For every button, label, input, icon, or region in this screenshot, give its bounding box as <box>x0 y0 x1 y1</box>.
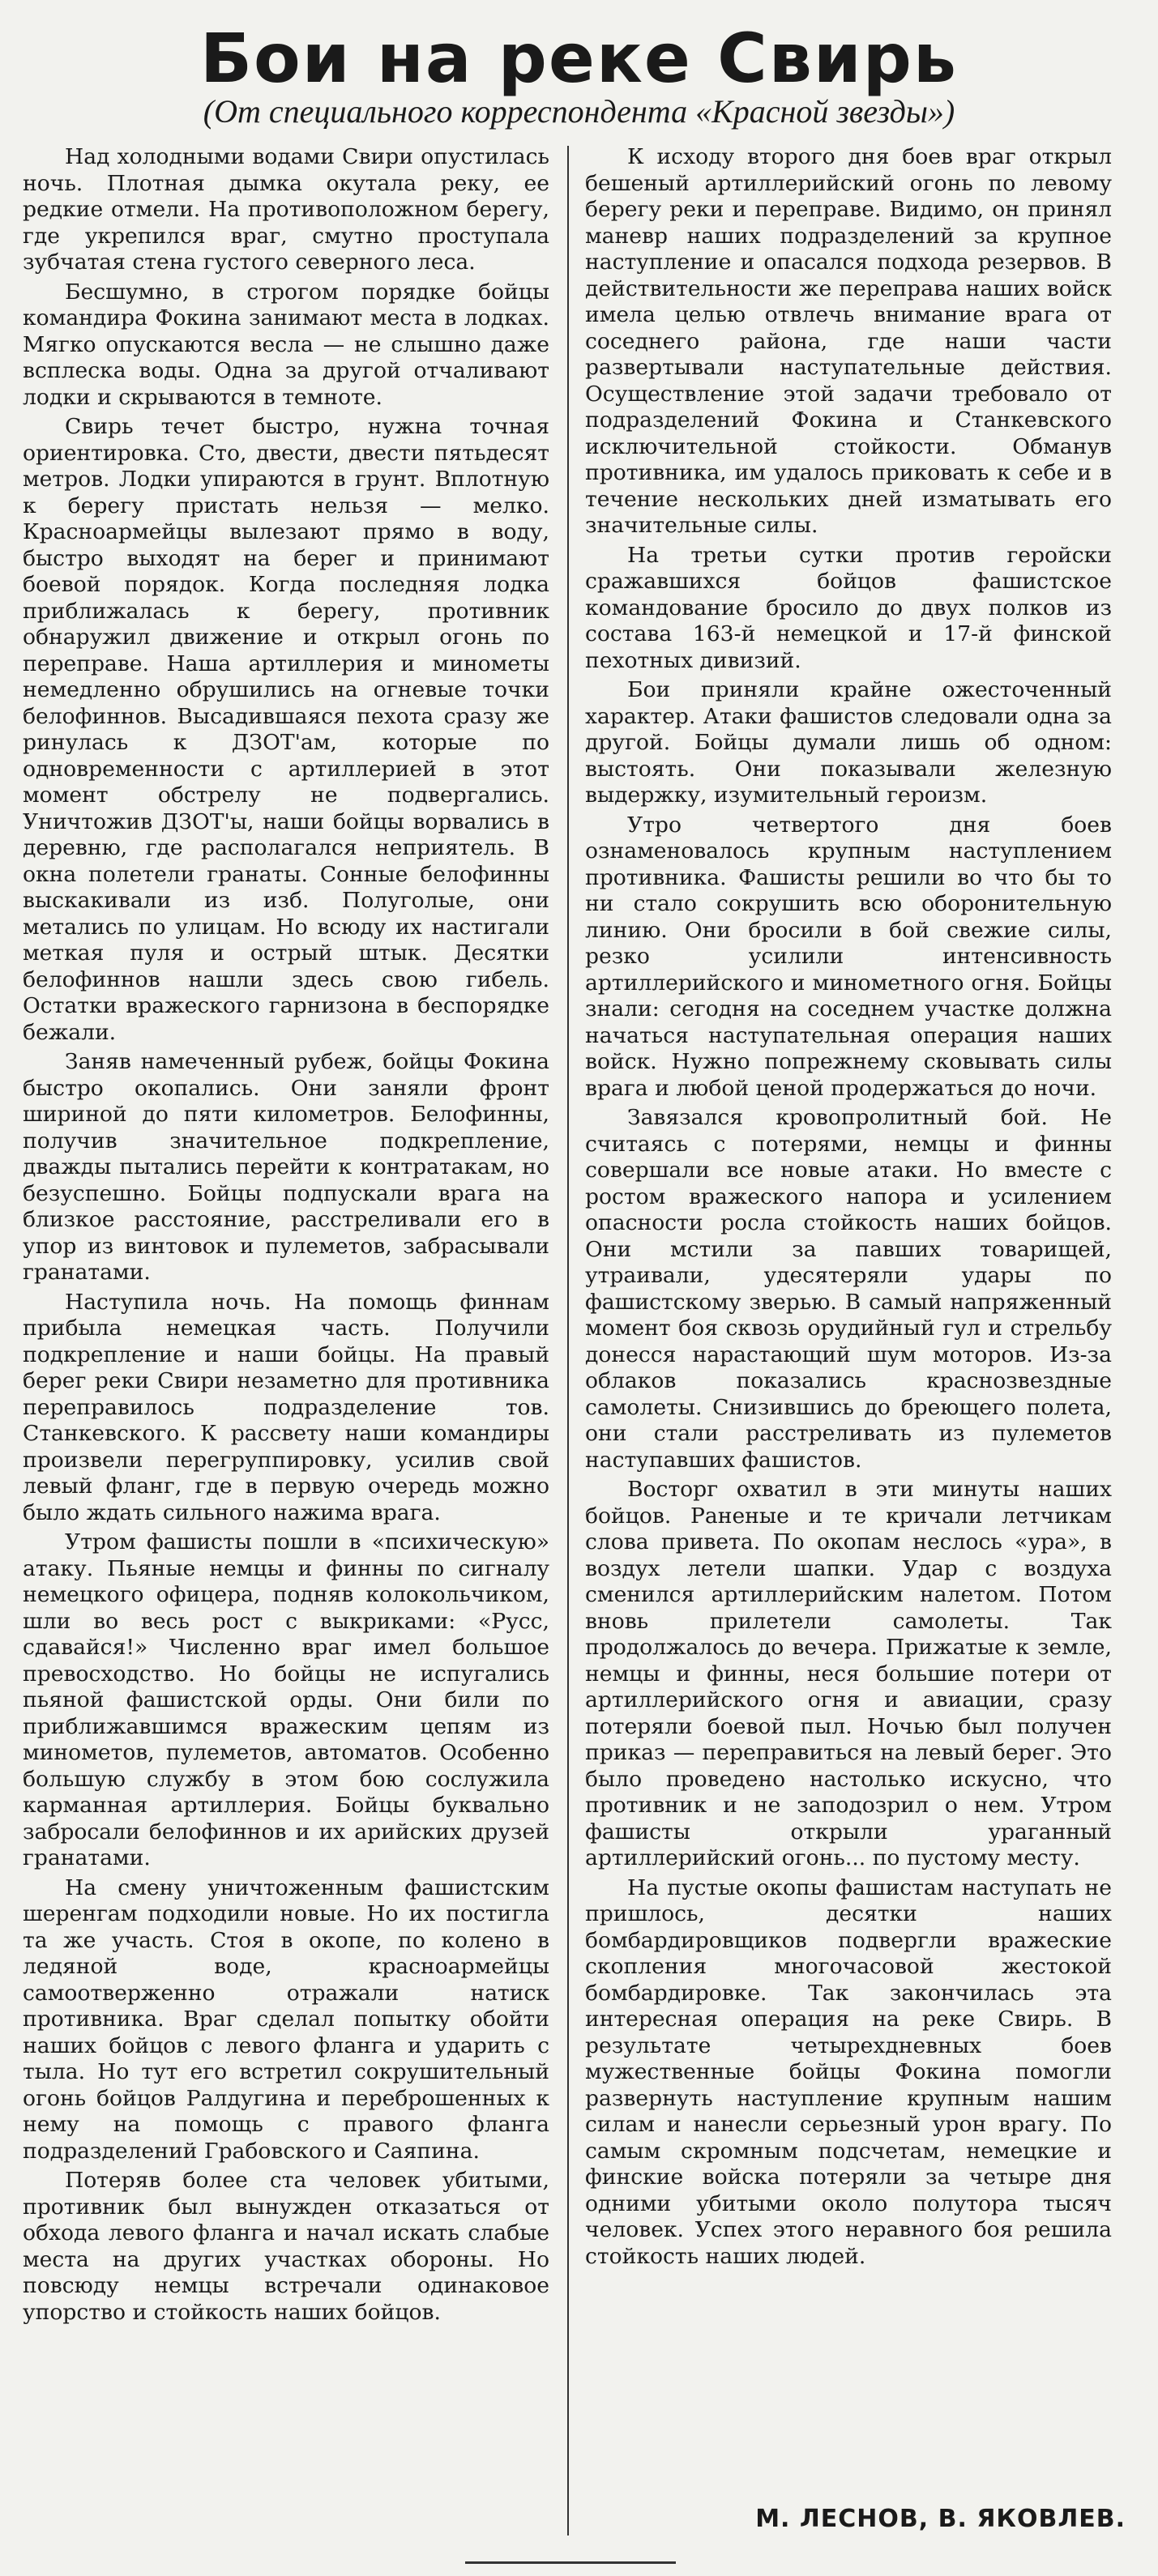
paragraph: Свирь течет быстро, нужна точная ориентировка. Сто, двести, двести пятьдесят метров. Лодки упираются в грунт. Вплотную к берегу пристать нельзя — мелко. Красноармейцы вылезают прямо в воду, быстро выходят на берег и принимают боевой порядок. Когда последняя лодка приближалась к берегу, противник обнаружил движение и открыл огонь по переправе. Наша артиллерия и минометы немедленно обрушились на огневые точки белофиннов. Высадившаяся пехота сразу же ринулась к ДЗОТ'ам, которые по одновременности с артиллерией в этот момент обстрелу не подвергались. Уничтожив ДЗОТ'ы, наши бойцы ворвались в деревню, где располагался неприятель. В окна полетели гранаты. Сонные белофинны выскакивали из изб. Полуголые, они метались по улицам. Но всюду их настигали меткая пуля и острый штык. Десятки белофиннов нашли здесь свою гибель. Остатки вражеского гарнизона в беспорядке бежали. <box>23 414 549 1045</box>
paragraph: Завязался кровопролитный бой. Не считаясь с потерями, немцы и финны совершали все новые атаки. Но вместе с ростом вражеского напора и усилением опасности росла стойкость наших бойцов. Они мстили за павших товарищей, утраивали, удесятеряли удары по фашистскому зверью. В самый напряженный момент боя сквозь орудийный гул и стрельбу донесся нарастающий шум моторов. Из-за облаков показались краснозвездные самолеты. Снизившись до бреющего полета, они стали расстреливать из пулеметов наступавших фашистов. <box>585 1105 1112 1473</box>
paragraph: Наступила ночь. На помощь финнам прибыла немецкая часть. Получили подкрепление и наши бойцы. На правый берег реки Свири незаметно для противника переправилось подразделение тов. Станкевского. К рассвету наши командиры произвели перегруппировку, усилив свой левый фланг, где в первую очередь можно было ждать сильного нажима врага. <box>23 1289 549 1525</box>
paragraph: На третьи сутки против геройски сражавшихся бойцов фашистское командование бросило до двух полков из состава 163-й немецкой и 17-й финской пехотных дивизий. <box>585 542 1112 673</box>
bottom-divider <box>465 2561 676 2564</box>
paragraph: Утро четвертого дня боев ознаменовалось крупным наступлением противника. Фашисты решили во что бы то ни стало сокрушить всю оборонительную линию. Они бросили в бой свежие силы, резко усилили интенсивность артиллерийского и минометного огня. Бойцы знали: сегодня на соседнем участке должна начаться наступательная операция наших войск. Нужно попрежнему сковывать силы врага и любой ценой продержаться до ночи. <box>585 812 1112 1101</box>
author-signature: М. ЛЕСНОВ, В. ЯКОВЛЕВ. <box>755 2505 1126 2533</box>
paragraph: Над холодными водами Свири опустилась ночь. Плотная дымка окутала реку, ее редкие отмели. На противоположном берегу, где укрепился враг, смутно проступала зубчатая стена густого северного леса. <box>23 144 549 275</box>
paragraph: Потеряв более ста человек убитыми, противник был вынужден отказаться от обхода левого фланга и начал искать слабые места на других участках обороны. Но повсюду немцы встречали одинаковое упорство и стойкость наших бойцов. <box>23 2168 549 2325</box>
paragraph: Восторг охватил в эти минуты наших бойцов. Раненые и те кричали летчикам слова привета. По окопам неслось «ура», в воздух летели шапки. Удар с воздуха сменился артиллерийским налетом. Потом вновь прилетели самолеты. Так продолжалось до вечера. Прижатые к земле, немцы и финны, неся большие потери от артиллерийского огня и авиации, сразу потеряли боевой пыл. Ночью был получен приказ — переправиться на левый берег. Это было проведено настолько искусно, что противник и не заподозрил о нем. Утром фашисты открыли ураганный артиллерийский огонь... по пустому месту. <box>585 1477 1112 1870</box>
paragraph: Утром фашисты пошли в «психическую» атаку. Пьяные немцы и финны по сигналу немецкого офицера, подняв колокольчиком, шли во весь рост с выкриками: «Русс, сдавайся!» Численно враг имел большое превосходство. Но бойцы не испугались пьяной фашистской орды. Они били по приближавшимся вражеским цепям из минометов, пулеметов, автоматов. Особенно большую службу в этом бою сослужила карманная артиллерия. Бойцы буквально забросали белофиннов и их арийских друзей гранатами. <box>23 1529 549 1870</box>
left-column <box>23 144 549 2329</box>
paragraph: К исходу второго дня боев враг открыл бешеный артиллерийский огонь по левому берегу реки и переправе. Видимо, он принял маневр наших подразделений за крупное наступление и опасался подхода резервов. В действительности же переправа наших войск имела целью отвлечь внимание врага от соседнего района, где наши части развертывали наступательные действия. Осуществление этой задачи требовало от подразделений Фокина и Станкевского исключительной стойкости. Обманув противника, им удалось приковать к себе и в течение нескольких дней изматывать его значительные силы. <box>585 144 1112 538</box>
paragraph: Бои приняли крайне ожесточенный характер. Атаки фашистов следовали одна за другой. Бойцы думали лишь об одном: выстоять. Они показывали железную выдержку, изумительный героизм. <box>585 677 1112 808</box>
right-column <box>585 144 1112 2273</box>
article-headline: Бои на реке Свирь <box>199 19 959 98</box>
paragraph: Бесшумно, в строгом порядке бойцы командира Фокина занимают места в лодках. Мягко опускаются весла — не слышно даже всплеска воды. Одна за другой отчаливают лодки и скрываются в темноте. <box>23 279 549 410</box>
paragraph: Заняв намеченный рубеж, бойцы Фокина быстро окопались. Они заняли фронт шириной до пяти километров. Белофинны, получив значительное подкрепление, дважды пытались перейти к контратакам, но безуспешно. Бойцы подпускали врага на близкое расстояние, расстреливали его в упор из винтовок и пулеметов, забрасывали гранатами. <box>23 1049 549 1285</box>
paragraph: На пустые окопы фашистам наступать не пришлось, десятки наших бомбардировщиков подвергли вражеские скопления многочасовой жестокой бомбардировке. Так закончилась эта интересная операция на реке Свирь. В результате четырехдневных боев мужественные бойцы Фокина помогли развернуть наступление крупным нашим силам и нанесли серьезный урон врагу. По самым скромным подсчетам, немецкие и финские войска потеряли за четыре дня одними убитыми около полутора тысяч человек. Успех этого неравного боя решила стойкость наших людей. <box>585 1874 1112 2269</box>
article-subtitle: (От специального корреспондента «Красной звезды») <box>203 93 955 130</box>
paragraph: На смену уничтоженным фашистским шеренгам подходили новые. Но их постигла та же участь. Стоя в окопе, по колено в ледяной воде, красноармейцы самоотверженно отражали натиск противника. Враг сделал попытку обойти наших бойцов с левого фланга и ударить с тыла. Но тут его встретил сокрушительный огонь бойцов Ралдугина и переброшенных к нему на помощь с правого фланга подразделений Грабовского и Саяпина. <box>23 1874 549 2164</box>
column-divider <box>567 146 569 2535</box>
